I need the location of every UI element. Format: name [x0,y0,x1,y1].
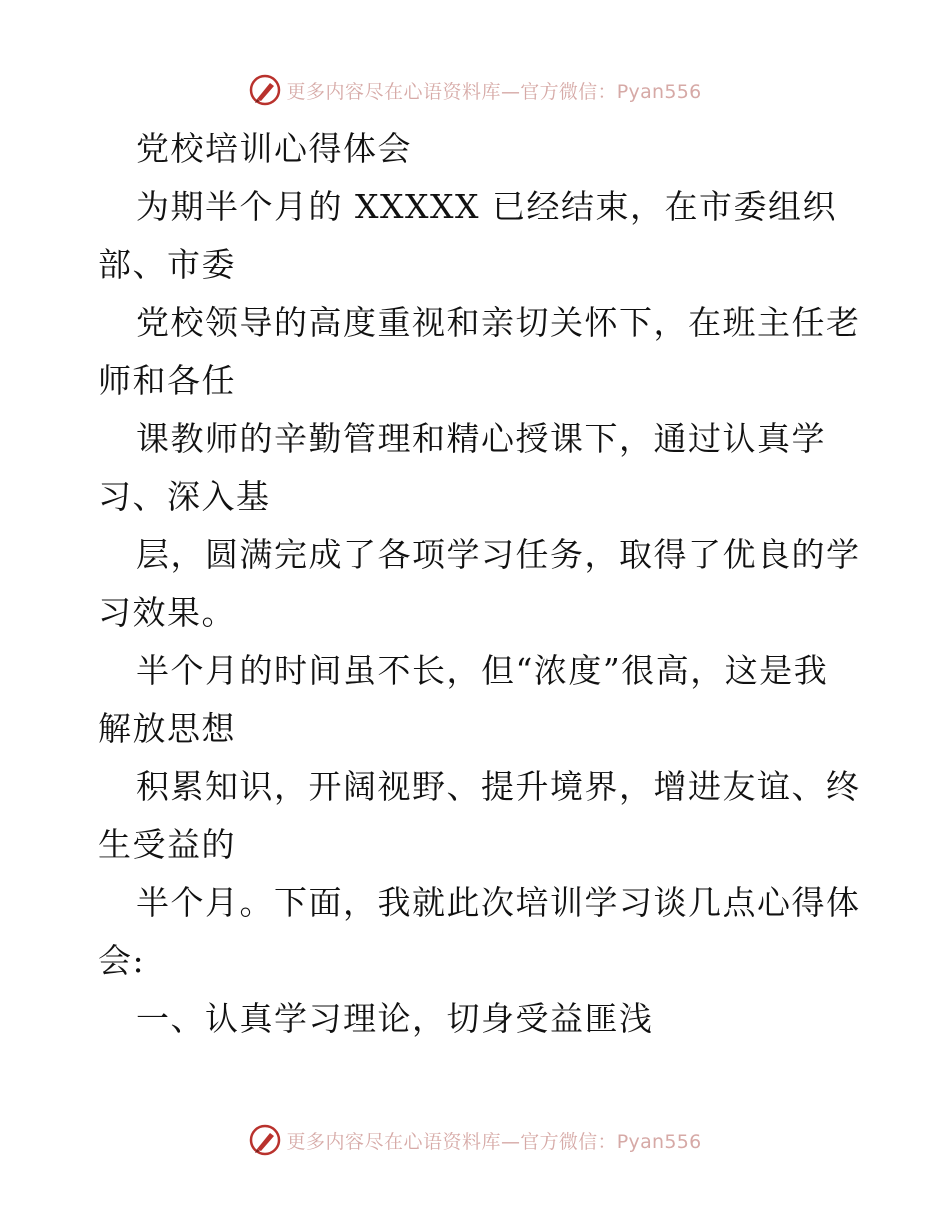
doc-line: 生受益的 [98,825,236,864]
doc-line: 层，圆满完成了各项学习任务，取得了优良的学 [136,535,861,574]
doc-line: 课教师的辛勤管理和精心授课下，通过认真学 [136,419,826,458]
doc-line: 部、市委 [98,245,236,284]
document-body [98,120,861,1048]
pen-logo-icon [248,1123,282,1157]
doc-line: 为期半个月的 XXXXX 已经结束，在市委组织 [136,187,837,226]
doc-line: 解放思想 [98,709,236,748]
doc-line: 半个月的时间虽不长，但“浓度”很高，这是我 [136,651,829,690]
doc-line: 积累知识，开阔视野、提升境界，增进友谊、终 [136,767,861,806]
banner-contact: —官方微信：Pyan556 [500,1130,702,1153]
doc-line: 师和各任 [98,361,236,400]
pen-logo-icon [248,73,282,107]
doc-line: 习、深入基 [98,477,271,516]
doc-line: 党校领导的高度重视和亲切关怀下，在班主任老 [136,303,861,342]
doc-line: 习效果。 [98,593,236,632]
banner-brand: 更多内容尽在心语资料库 [286,1130,501,1153]
doc-line: 半个月。下面，我就此次培训学习谈几点心得体 [136,883,861,922]
doc-line: 会: [98,941,146,980]
header-banner [0,70,950,110]
section-heading: 一、认真学习理论，切身受益匪浅 [136,999,654,1038]
banner-brand: 更多内容尽在心语资料库 [286,80,501,103]
banner-contact: —官方微信：Pyan556 [500,80,702,103]
doc-title: 党校培训心得体会 [136,129,412,168]
footer-banner [0,1120,950,1160]
